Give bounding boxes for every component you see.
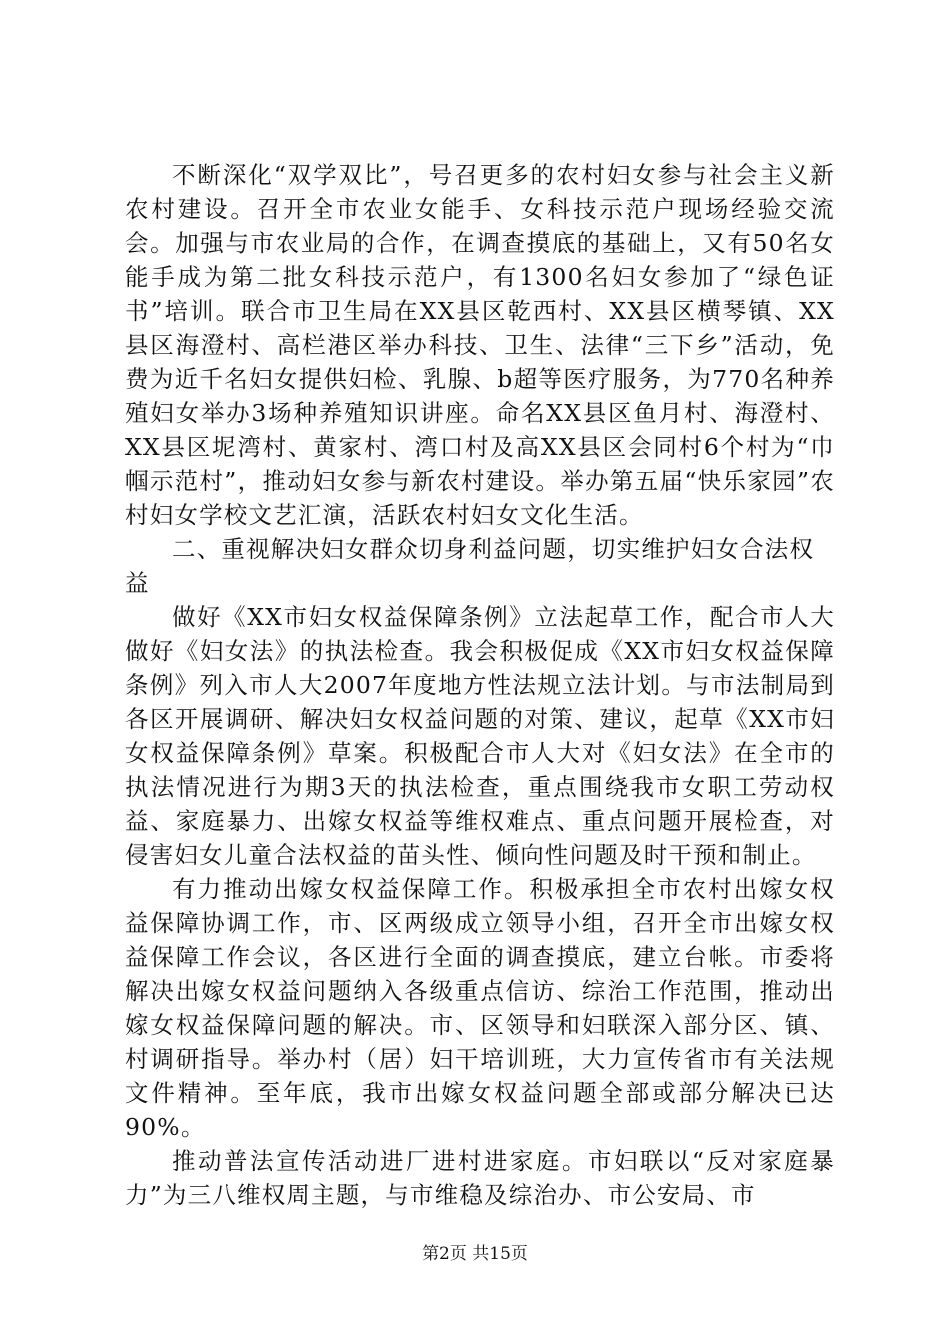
- document-body: [125, 158, 835, 1212]
- page-number-footer: 第2页 共15页: [422, 1244, 528, 1264]
- section-heading-2: 二、重视解决妇女群众切身利益问题，切实维护妇女合法权益: [125, 535, 815, 597]
- paragraph-5: 推动普法宣传活动进厂进村进家庭。市妇联以“反对家庭暴力”为三八维权周主题，与市维稳及综治办、市公安局、市: [125, 1147, 835, 1209]
- paragraph-1: 不断深化“双学双比”，号召更多的农村妇女参与社会主义新农村建设。召开全市农业女能手、女科技示范户现场经验交流会。加强与市农业局的合作，在调查摸底的基础上，又有50名女能手成为第二批女科技示范户，有1300名妇女参加了“绿色证书”培训。联合市卫生局在XX县区乾西村、XX县区横琴镇、XX县区海澄村、高栏港区举办科技、卫生、法律“三下乡”活动，免费为近千名妇女提供妇检、乳腺、b超等医疗服务，为770名种养殖妇女举办3场种养殖知识讲座。命名XX县区鱼月村、海澄村、XX县区坭湾村、黄家村、湾口村及高XX县区会同村6个村为“巾帼示范村”，推动妇女参与新农村建设。举办第五届“快乐家园”农村妇女学校文艺汇演，活跃农村妇女文化生活。: [125, 161, 835, 529]
- paragraph-4: 有力推动出嫁女权益保障工作。积极承担全市农村出嫁女权益保障协调工作，市、区两级成立领导小组，召开全市出嫁女权益保障工作会议，各区进行全面的调查摸底，建立台帐。市委将解决出嫁女权益问题纳入各级重点信访、综治工作范围，推动出嫁女权益保障问题的解决。市、区领导和妇联深入部分区、镇、村调研指导。举办村（居）妇干培训班，大力宣传省市有关法规文件精神。至年底，我市出嫁女权益问题全部或部分解决已达90%。: [125, 875, 835, 1141]
- paragraph-3: 做好《XX市妇女权益保障条例》立法起草工作，配合市人大做好《妇女法》的执法检查。我会积极促成《XX市妇女权益保障条例》列入市人大2007年度地方性法规立法计划。与市法制局到各区开展调研、解决妇女权益问题的对策、建议，起草《XX市妇女权益保障条例》草案。积极配合市人大对《妇女法》在全市的执法情况进行为期3天的执法检查，重点围绕我市女职工劳动权益、家庭暴力、出嫁女权益等维权难点、重点问题开展检查，对侵害妇女儿童合法权益的苗头性、倾向性问题及时干预和制止。: [125, 603, 835, 869]
